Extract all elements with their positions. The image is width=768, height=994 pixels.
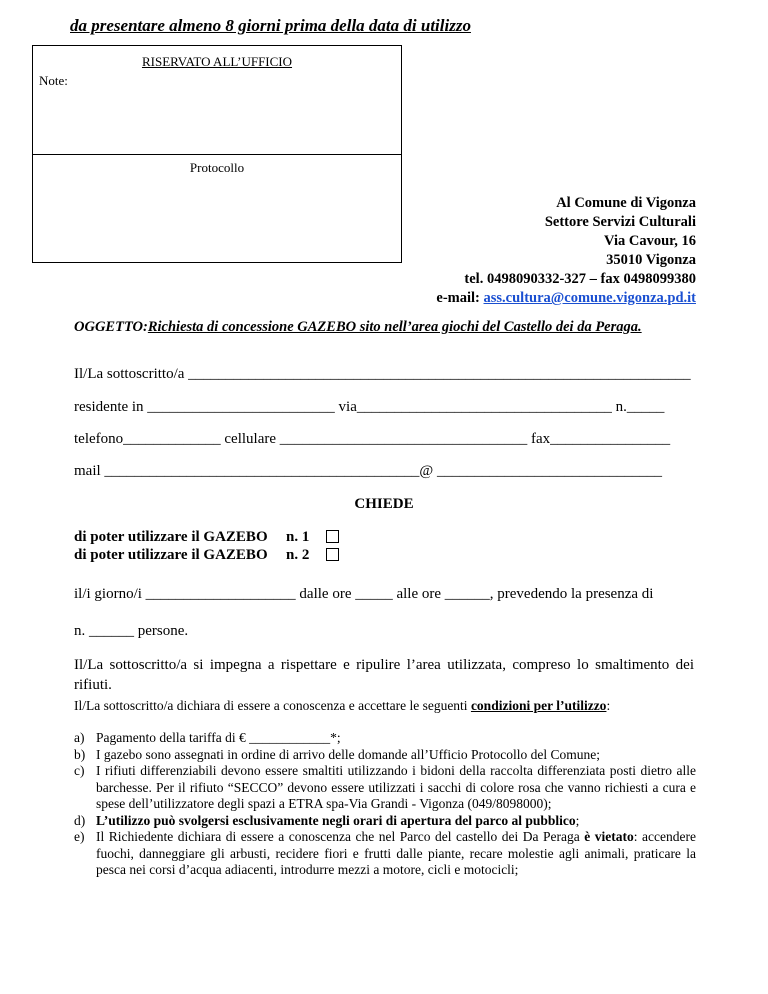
condition-e [74, 829, 696, 879]
condition-a-text: Pagamento della tariffa di € ____________*; [96, 730, 341, 745]
condition-d [74, 813, 696, 830]
chiede-heading: CHIEDE [354, 496, 414, 512]
phone-field[interactable]: telefono_____________ cellulare _________________________________ fax________________ [74, 431, 671, 447]
condition-e-text-2: : accendere fuochi, danneggiare gli arbusti, recidere fiori e frutti dalle piante, recare molestie agli animali, praticare la pesca nei corsi d’acqua adiacenti, introdurre mezzi a motore, cicli e motocicli; [96, 829, 696, 877]
condition-d-text: L’utilizzo può svolgersi esclusivamente negli orari di apertura del parco al pubblico [96, 812, 576, 828]
recipient-address [436, 194, 696, 308]
residence-field[interactable]: residente in _________________________ via__________________________________ n._____ [74, 399, 665, 415]
condition-letter: a) [74, 730, 85, 745]
condition-b [74, 747, 696, 764]
subject-text: Richiesta di concessione GAZEBO sito nell’area giochi del Castello dei da Peraga. [147, 319, 642, 335]
email-link[interactable]: ass.cultura@comune.vigonza.pd.it [483, 290, 696, 306]
condition-letter: e) [74, 829, 85, 844]
gazebo-label: di poter utilizzare il GAZEBO [74, 529, 268, 545]
gazebo-2-checkbox[interactable] [326, 548, 339, 561]
subject-line [74, 319, 642, 336]
condition-a [74, 730, 696, 747]
condition-letter: b) [74, 746, 86, 762]
conditions-list [74, 730, 696, 879]
office-title: RISERVATO ALL’UFFICIO [141, 54, 293, 69]
commitment-paragraph: Il/La sottoscritto/a si impegna a rispettare e ripulire l’area utilizzata, compreso lo smaltimento dei rifiuti. [74, 657, 694, 693]
address-line-4: 35010 Vigonza [606, 252, 696, 268]
office-reserved-box [32, 45, 402, 263]
condition-e-bold: è vietato [584, 829, 634, 844]
days-hours-field[interactable]: il/i giorno/i ____________________ dalle ore _____ alle ore ______, prevedendo la presenza di [74, 586, 654, 602]
undersigned-field[interactable]: Il/La sottoscritto/a ___________________________________________________________________ [74, 366, 691, 382]
condition-e-text-1: Il Richiedente dichiara di essere a conoscenza che nel Parco del castello dei Da Peraga [96, 829, 585, 844]
office-protocol-label: Protocollo [189, 160, 245, 175]
subject-prefix: OGGETTO: [74, 319, 148, 335]
condition-c-text: I rifiuti differenziabili devono essere smaltiti utilizzando i bidoni della raccolta differenziata posti dietro alle barchesse. Per il rifiuto “SECCO” devono essere utilizzati i sacchi di colore rosa che vanno richiesti a cura e spese dell’utilizzatore degli spazi a ETRA spa-Via Grandi - Vigonza (049/8098000); [96, 763, 696, 811]
gazebo-1-checkbox[interactable] [326, 530, 339, 543]
declaration-end: : [606, 698, 611, 713]
address-line-1: Al Comune di Vigonza [556, 195, 696, 211]
condition-letter: c) [74, 763, 85, 778]
address-email-row [436, 289, 696, 308]
email-label: e-mail: [436, 290, 484, 306]
gazebo-option-2 [74, 547, 339, 564]
declaration-text: Il/La sottoscritto/a dichiara di essere a conoscenza e accettare le seguenti [74, 698, 471, 713]
mail-field[interactable]: mail __________________________________________@ ______________________________ [74, 463, 662, 479]
gazebo-number: n. 2 [286, 547, 310, 563]
office-divider [33, 154, 401, 155]
condition-c [74, 763, 696, 813]
condition-d-end: ; [575, 812, 580, 828]
address-line-2: Settore Servizi Culturali [544, 214, 696, 230]
gazebo-number: n. 1 [286, 529, 310, 545]
address-line-3: Via Cavour, 16 [604, 233, 696, 249]
declaration-paragraph [74, 698, 610, 714]
condition-b-text: I gazebo sono assegnati in ordine di arrivo delle domande all’Ufficio Protocollo del Comune; [96, 746, 600, 762]
address-line-5: tel. 0498090332-327 – fax 0498099380 [464, 271, 696, 287]
gazebo-label: di poter utilizzare il GAZEBO [74, 547, 268, 563]
office-note-label: Note: [39, 73, 68, 88]
gazebo-option-1 [74, 529, 339, 546]
declaration-emphasis: condizioni per l’utilizzo [470, 698, 607, 713]
form-header: da presentare almeno 8 giorni prima della data di utilizzo [70, 16, 471, 35]
condition-letter: d) [74, 812, 86, 828]
persons-field[interactable]: n. ______ persone. [74, 623, 189, 639]
